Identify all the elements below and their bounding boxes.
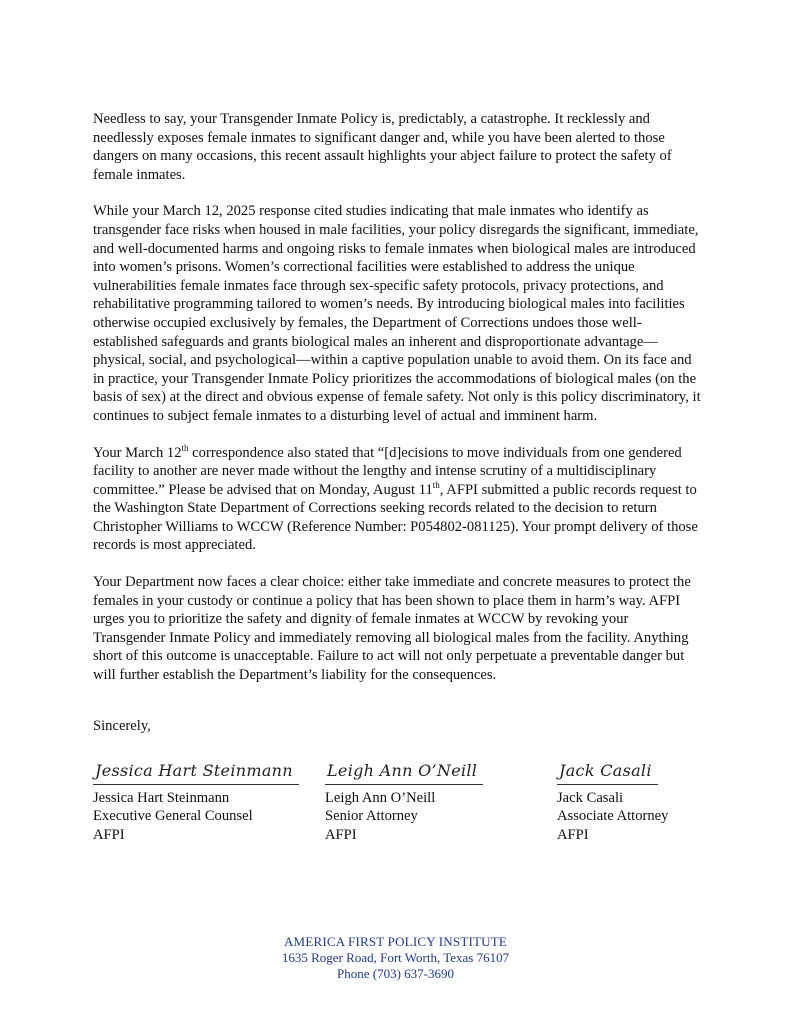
paragraph-policy-catastrophe: Needless to say, your Transgender Inmate Policy is, predictably, a catastrophe. It recklessly and needlessly exposes female inmates to significant danger and, while you have been alerted to those dangers on many occasions, this recent assault highlights your abject failure to protect the safety of female inmates. bbox=[93, 111, 672, 183]
paragraph-clear-choice: Your Department now faces a clear choice: either take immediate and concrete measures to protect the females in your custody or continue a policy that has been shown to place them in harm’s way. AFPI urges you to prioritize the safety and dignity of female inmates at WCCW by revoking your Transgender Inmate Policy and immediately removing all biological males from the facility. Anything short of this outcome is unacceptable. Failure to act will not only perpetuate a preventable danger but will further establish the Department’s liability for the consequences. bbox=[93, 574, 691, 684]
handwritten-signature: Jack Casali bbox=[557, 760, 658, 785]
paragraph-records-request-part-c: , AFPI submitted a public records request to the Washington State Department of Corrections seeking records related to the decision to return Christopher Williams to WCCW (Reference Number: P054802-081125). Your prompt delivery of those records is most appreciated. bbox=[93, 481, 698, 554]
paragraph-march-response: While your March 12, 2025 response cited studies indicating that male inmates who identify as transgender face risks when housed in male facilities, your policy disregards the significant, immediate, and well-documented harms and ongoing risks to female inmates when biological males are introduced into women’s prisons. Women’s correctional facilities were established to address the unique vulnerabilities female inmates face through sex-specific safety protocols, privacy protections, and rehabilitative programming tailored to women’s needs. By introducing biological males into facilities otherwise occupied exclusively by females, the Department of Corrections undoes those well-established safeguards and grants biological males an inherent and disproportionate advantage—physical, social, and psychological—within a captive population unable to avoid them. On its face and in practice, your Transgender Inmate Policy prioritizes the accommodations of biological males (on the basis of sex) at the direct and obvious expense of female safety. Not only is this policy discriminatory, it continues to subject female inmates to a disturbing level of actual and imminent harm. bbox=[93, 203, 701, 424]
paragraph-records-request bbox=[93, 444, 703, 556]
letter-body bbox=[93, 110, 703, 703]
signatory-org: AFPI bbox=[93, 826, 125, 843]
ordinal-suffix: th bbox=[432, 479, 440, 490]
signature-block-oneill bbox=[325, 760, 483, 844]
signatory-org: AFPI bbox=[557, 826, 589, 843]
ordinal-suffix: th bbox=[181, 442, 189, 453]
footer-address: 1635 Roger Road, Fort Worth, Texas 76107 bbox=[281, 950, 510, 965]
footer-phone: Phone (703) 637-3690 bbox=[337, 966, 454, 981]
signatory-name: Jack Casali bbox=[557, 790, 624, 806]
signature-block-casali bbox=[557, 760, 668, 844]
paragraph-records-request-part-b: correspondence also stated that “[d]ecisions to move individuals from one gendered facility to another are never made without the lengthy and intense scrutiny of a multidisciplinary committee.” Please be advised that on Monday, August 11 bbox=[93, 444, 682, 498]
signatory-name: Jessica Hart Steinmann bbox=[93, 790, 230, 806]
closing-salutation: Sincerely, bbox=[93, 718, 151, 734]
handwritten-signature: Jessica Hart Steinmann bbox=[93, 760, 299, 785]
signatory-title: Senior Attorney bbox=[325, 808, 418, 825]
signatory-title: Executive General Counsel bbox=[93, 808, 253, 825]
signature-block-steinmann bbox=[93, 760, 299, 844]
paragraph-records-request-part-a: Your March 12 bbox=[93, 444, 182, 461]
signatory-org: AFPI bbox=[325, 826, 357, 843]
signatory-name: Leigh Ann O’Neill bbox=[325, 790, 436, 806]
letterhead-footer bbox=[0, 934, 791, 982]
footer-organization: AMERICA FIRST POLICY INSTITUTE bbox=[283, 934, 508, 949]
handwritten-signature: Leigh Ann O’Neill bbox=[325, 760, 483, 785]
signatory-title: Associate Attorney bbox=[557, 808, 669, 825]
